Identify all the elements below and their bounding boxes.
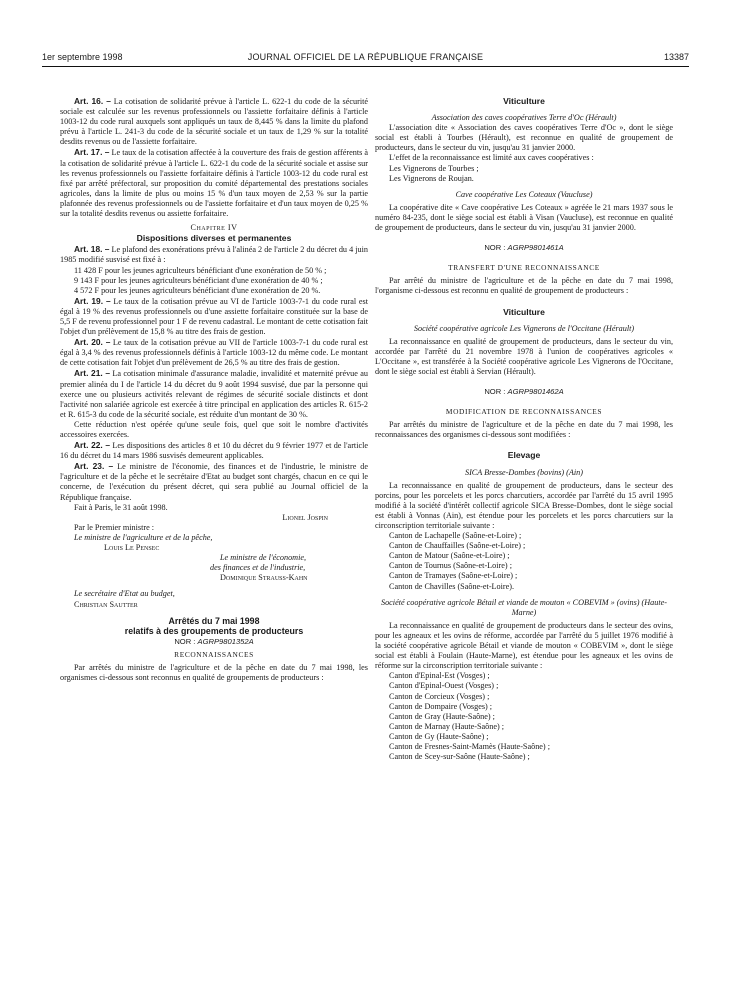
list-item: Les Vignerons de Tourbes ; xyxy=(389,163,479,173)
organism-text: La reconnaissance en qualité de groupement de producteurs, dans le secteur des porcins, pour les porcelets et les porcs charcutiers, accordée par l'arrêté du 15 avril 1995 modifié à la société d'intérêt collectif agricole SICA Bresse-Dombes, dont le siège social est établi à Vonnas (Ain), est étendue pour les porcelets et les porcs charcutiers sur la circonscription territoriale suivante : xyxy=(375,480,673,530)
list-item: Canton de Tournus (Saône-et-Loire) ; xyxy=(389,561,512,571)
list-item: Canton de Fresnes-Saint-Mamès (Haute-Saône) ; xyxy=(389,741,550,751)
article-20: Art. 20. – Le taux de la cotisation prévue au VII de l'article 1003-7-1 du code rural est égal à 3,4 % des revenus professionnels définis à l'article 1003-12 du même code. Le montant de cette cotisation fait l'objet d'un prélèvement de 26,5 % au titre des frais de gestion. xyxy=(60,337,368,368)
organism-text: La reconnaissance en qualité de groupement de producteurs, dans le secteur du vin, accordée par l'arrêté du 21 novembre 1978 à l'union de coopératives agricoles « L'Occitane », est transférée à la Société coopérative agricole Les Vignerons de l'Occitane, dont le siège social est établi à Servian (Hérault). xyxy=(375,336,673,376)
minister-agriculture-title: Le ministre de l'agriculture et de la pêche, xyxy=(74,532,213,542)
list-item: Canton de Scey-sur-Saône (Haute-Saône) ; xyxy=(389,752,530,762)
organism-text: L'effet de la reconnaissance est limité aux caves coopératives : xyxy=(389,153,594,163)
list-item: Canton de Gray (Haute-Saône) ; xyxy=(389,711,495,721)
article-18-line: 11 428 F pour les jeunes agriculteurs bénéficiant d'une exonération de 50 % ; xyxy=(74,265,327,275)
minister-economy-title-2: des finances et de l'industrie, xyxy=(210,563,306,573)
arretes-subheading: relatifs à des groupements de producteurs xyxy=(124,626,304,637)
signature-pm: Lionel Jospin xyxy=(282,512,328,522)
list-item: Canton de Gy (Haute-Saône) ; xyxy=(389,731,489,741)
page-header xyxy=(42,52,689,67)
arretes-heading: Arrêtés du 7 mai 1998 xyxy=(168,615,260,626)
section-reconnaissances: RECONNAISSANCES xyxy=(174,649,254,659)
organism-title: Association des caves coopératives Terre d'Oc (Hérault) xyxy=(431,113,617,123)
list-item: Canton d'Epinal-Est (Vosges) ; xyxy=(389,671,490,681)
nor-reference: NOR : AGRP9801462A xyxy=(484,387,564,397)
article-21: Art. 21. – La cotisation minimale d'assurance maladie, invalidité et maternité prévue au premier alinéa du I de l'article 14 du décret du 9 août 1994 susvisé, due par la personne qui exerce une ou plusieurs activités relevant de régimes de sécurité sociale distincts et dont l'activité non salariée agricole est exercée à titre principal en application des articles R. 615-2 et R. 615-3 du code de la sécurité sociale, est réduite d'un montant de 30 %. xyxy=(60,368,368,419)
header-date: 1er septembre 1998 xyxy=(42,52,123,62)
page-number: 13387 xyxy=(663,52,689,62)
left-column xyxy=(60,96,368,683)
list-item: Canton de Dompaire (Vosges) ; xyxy=(389,701,493,711)
list-item: Canton de Marnay (Haute-Saône) ; xyxy=(389,721,505,731)
list-item: Canton de Corcieux (Vosges) ; xyxy=(389,691,490,701)
canton-list xyxy=(375,671,673,762)
article-18-line: 4 572 F pour les jeunes agriculteurs bénéficiant d'une exonération de 20 %. xyxy=(74,285,321,295)
organism-text: La coopérative dite « Cave coopérative Les Coteaux » agréée le 21 mars 1937 sous le numéro 84-235, dont le siège social est établi à Visan (Vaucluse), est reconnue en qualité de groupement de producteurs, dans le secteur du vin, jusqu'au 31 janvier 2000. xyxy=(375,202,673,233)
organism-text: L'association dite « Association des caves coopératives Terre d'Oc », dont le siège social est établi à Tourbes (Hérault), est reconnue en qualité de groupement de producteurs, dans le secteur du vin, jusqu'au 31 janvier 2000. xyxy=(375,123,673,153)
list-item: Canton de Lachapelle (Saône-et-Loire) ; xyxy=(389,531,522,541)
signature-date: Fait à Paris, le 31 août 1998. xyxy=(74,502,168,512)
organism-title: Cave coopérative Les Coteaux (Vaucluse) xyxy=(455,189,593,199)
article-16: Art. 16. – La cotisation de solidarité prévue à l'article L. 622-1 du code de la sécurité sociale est calculée sur les revenus professionnels ou l'assiette forfaitaire définis à l'article 1003-12 du code rural auxquels sont appliqués un taux de 8,445 % dans la limite du plafond prévu à l'article L. 241-3 du code de la sécurité sociale et un taux de 1,29 % sur la totalité desdits revenus ou de l'assiette forfaitaire. xyxy=(60,96,369,147)
section-modification: MODIFICATION DE RECONNAISSANCES xyxy=(445,407,603,417)
list-item: Les Vignerons de Roujan. xyxy=(389,173,474,183)
reconnaissances-text: Par arrêtés du ministre de l'agriculture et de la pêche en date du 7 mai 1998, les organismes ci-dessous sont reconnus en qualité de groupements de producteurs : xyxy=(60,662,368,683)
modification-text: Par arrêtés du ministre de l'agriculture et de la pêche en date du 7 mai 1998, les reconnaissances des organismes ci-dessous sont modifiées : xyxy=(375,420,673,440)
right-column xyxy=(375,96,673,762)
list-item: Canton de Matour (Saône-et-Loire) ; xyxy=(389,551,510,561)
transfert-text: Par arrêté du ministre de l'agriculture et de la pêche en date du 7 mai 1998, l'organisme ci-dessous est reconnu en qualité de groupement de producteurs : xyxy=(375,276,673,296)
list-item: Canton de Chauffailles (Saône-et-Loire) ; xyxy=(389,541,526,551)
signature-agriculture: Louis Le Pensec xyxy=(104,543,160,553)
par-premier-ministre: Par le Premier ministre : xyxy=(74,522,155,532)
nor-reference: NOR : AGRP9801461A xyxy=(484,243,564,253)
secretary-budget-title: Le secrétaire d'Etat au budget, xyxy=(74,589,175,599)
list-item: Canton de Tramayes (Saône-et-Loire) ; xyxy=(389,571,518,581)
minister-economy-title: Le ministre de l'économie, xyxy=(220,553,307,563)
organism-text: La reconnaissance en qualité de groupement de producteurs dans le secteur des ovins, pour les agneaux et les ovins de réforme, accordée par l'arrêté du 5 juillet 1976 modifié à la société coopérative agricole Bétail et viande de mouton « COBEVIM », dont le siège social est établi à Foulain (Haute-Marne), est étendue pour les agneaux et les ovins de réforme sur la circonscription territoriale suivante : xyxy=(375,620,673,671)
article-18: Art. 18. – Le plafond des exonérations prévu à l'alinéa 2 de l'article 2 du décret du 4 juin 1985 modifié susvisé est fixé à : xyxy=(60,244,368,265)
chapter-heading: Chapitre IV xyxy=(190,223,238,233)
list-item: Canton de Chavilles (Saône-et-Loire). xyxy=(389,581,515,591)
list-item: Canton d'Epinal-Ouest (Vosges) ; xyxy=(389,681,499,691)
article-17: Art. 17. – Le taux de la cotisation affectée à la couverture des frais de gestion afférents à la cotisation de solidarité prévue à l'article L. 622-1 du code de la sécurité sociale et assise sur les revenus professionnels ou l'assiette forfaitaire définis à l'article 1003-12 du code rural est fixé par arrêté préfectoral, sur proposition du comité départemental des prestations sociales agricoles, dans la limite de plus ou moins 15 % d'un taux moyen de 2,53 % sur la partie plafonnée des revenus professionnels ou de l'assiette forfaitaire et d'un taux moyen de 0,25 % sur la totalité desdits revenus ou assiette forfaitaire. xyxy=(60,147,368,219)
chapter-title: Dispositions diverses et permanentes xyxy=(136,233,292,244)
article-21-para: Cette réduction n'est opérée qu'une seule fois, quel que soit le nombre d'activités accessoires exercées. xyxy=(60,419,368,439)
organism-title: Société coopérative agricole Les Vignerons de l'Occitane (Hérault) xyxy=(413,323,635,333)
signature-economy: Dominique Strauss-Kahn xyxy=(220,573,308,583)
section-elevage: Elevage xyxy=(507,450,541,461)
article-22: Art. 22. – Les dispositions des articles 8 et 10 du décret du 9 février 1977 et de l'article 16 du décret du 14 mars 1986 susvisés demeurent applicables. xyxy=(60,440,369,461)
journal-title: JOURNAL OFFICIEL DE LA RÉPUBLIQUE FRANÇAISE xyxy=(247,52,484,62)
article-23: Art. 23. – Le ministre de l'économie, des finances et de l'industrie, le ministre de l'agriculture et de la pêche et le secrétaire d'Etat au budget sont chargés, chacun en ce qui le concerne, de l'exécution du présent décret, qui sera publié au Journal officiel de la République française. xyxy=(60,461,368,502)
section-viticulture: Viticulture xyxy=(503,306,545,317)
signature-budget: Christian Sautter xyxy=(74,599,138,609)
organism-title: Société coopérative agricole Bétail et viande de mouton « COBEVIM » (ovins) (Haute-Marne) xyxy=(380,597,668,617)
nor-reference: NOR : AGRP9801352A xyxy=(174,636,254,646)
article-18-line: 9 143 F pour les jeunes agriculteurs bénéficiant d'une exonération de 40 % ; xyxy=(74,275,323,285)
section-viticulture: Viticulture xyxy=(503,96,545,106)
organism-title: SICA Bresse-Dombes (bovins) (Ain) xyxy=(464,467,583,477)
section-transfert: TRANSFERT D'UNE RECONNAISSANCE xyxy=(448,263,600,273)
article-19: Art. 19. – Le taux de la cotisation prévue au VI de l'article 1003-7-1 du code rural est égal à 19 % des revenus professionnels ou d'une assiette forfaitaire constituée sur la base de 5,5 F de revenu professionnel pour 1 F de revenu cadastral. Le montant de cette cotisation fait l'objet d'un prélèvement de 15,8 % au titre des frais de gestion. xyxy=(60,295,368,337)
canton-list xyxy=(375,531,673,592)
